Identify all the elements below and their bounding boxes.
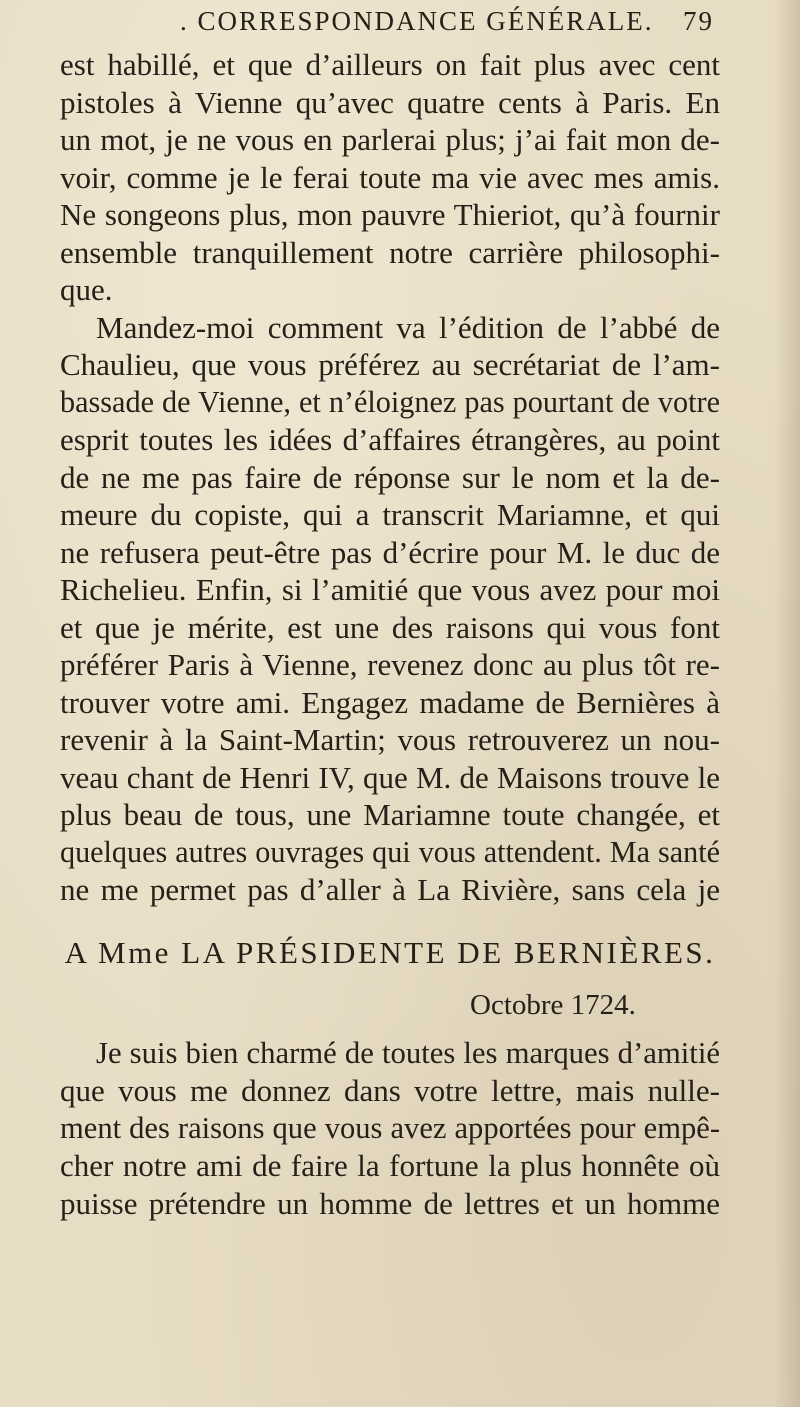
text-line: Mandez-moi comment va l’édition de l’abbé de	[96, 309, 720, 345]
text-line: voir, comme je le ferai toute ma vie avec mes amis.	[60, 159, 720, 195]
text-line: que.	[60, 272, 113, 307]
text-line: Je suis bien charmé de toutes les marques d’amitié	[96, 1035, 720, 1070]
running-head	[0, 6, 800, 46]
page-edge-shadow	[774, 0, 800, 1407]
text-line: quelques autres ouvrages qui vous attendent. Ma santé	[60, 834, 720, 869]
text-line: trouver votre ami. Engagez madame de Bernières à	[60, 684, 720, 720]
text-line: meure du copiste, qui a transcrit Mariamne, et qui	[60, 497, 720, 532]
text-line: esprit toutes les idées d’affaires étrangères, au point	[60, 422, 720, 457]
text-line: bassade de Vienne, et n’éloignez pas pourtant de votre	[60, 384, 720, 419]
text-line: Ne songeons plus, mon pauvre Thieriot, qu’à fournir	[60, 197, 720, 232]
letter-heading: A Mme LA PRÉSIDENTE DE BERNIÈRES.	[64, 934, 716, 970]
text-line: est habillé, et que d’ailleurs on fait plus avec cent	[60, 47, 720, 82]
text-line: ne refusera peut-être pas d’écrire pour M. le duc de	[60, 534, 720, 570]
running-head-title: . CORRESPONDANCE GÉNÉRALE.	[180, 6, 654, 36]
letter-date: Octobre 1724.	[470, 988, 636, 1021]
text-line: que vous me donnez dans votre lettre, mais nulle-	[60, 1073, 720, 1108]
text-line: ne me permet pas d’aller à La Rivière, sans cela je	[60, 872, 720, 907]
text-line: veau chant de Henri IV, que M. de Maisons trouve le	[60, 759, 720, 795]
text-line: préférer Paris à Vienne, revenez donc au plus tôt re-	[60, 647, 720, 682]
text-line: puisse prétendre un homme de lettres et un homme	[60, 1185, 720, 1221]
text-line: Richelieu. Enfin, si l’amitié que vous avez pour moi	[60, 572, 720, 607]
text-line: plus beau de tous, une Mariamne toute changée, et	[60, 797, 720, 832]
text-line: cher notre ami de faire la fortune la plus honnête où	[60, 1148, 720, 1183]
text-line: de ne me pas faire de réponse sur le nom et la de-	[60, 459, 720, 495]
text-line: ensemble tranquillement notre carrière philosophi-	[60, 234, 720, 270]
text-line: Chaulieu, que vous préférez au secrétariat de l’am-	[60, 347, 720, 382]
text-line: ment des raisons que vous avez apportées pour empê-	[60, 1110, 720, 1145]
text-line: revenir à la Saint-Martin; vous retrouverez un nou-	[60, 722, 720, 757]
page-number: 79	[683, 6, 714, 36]
text-line: un mot, je ne vous en parlerai plus; j’ai fait mon de-	[60, 122, 720, 157]
text-line: et que je mérite, est une des raisons qui vous font	[60, 609, 720, 645]
text-line: pistoles à Vienne qu’avec quatre cents à Paris. En	[60, 84, 720, 120]
